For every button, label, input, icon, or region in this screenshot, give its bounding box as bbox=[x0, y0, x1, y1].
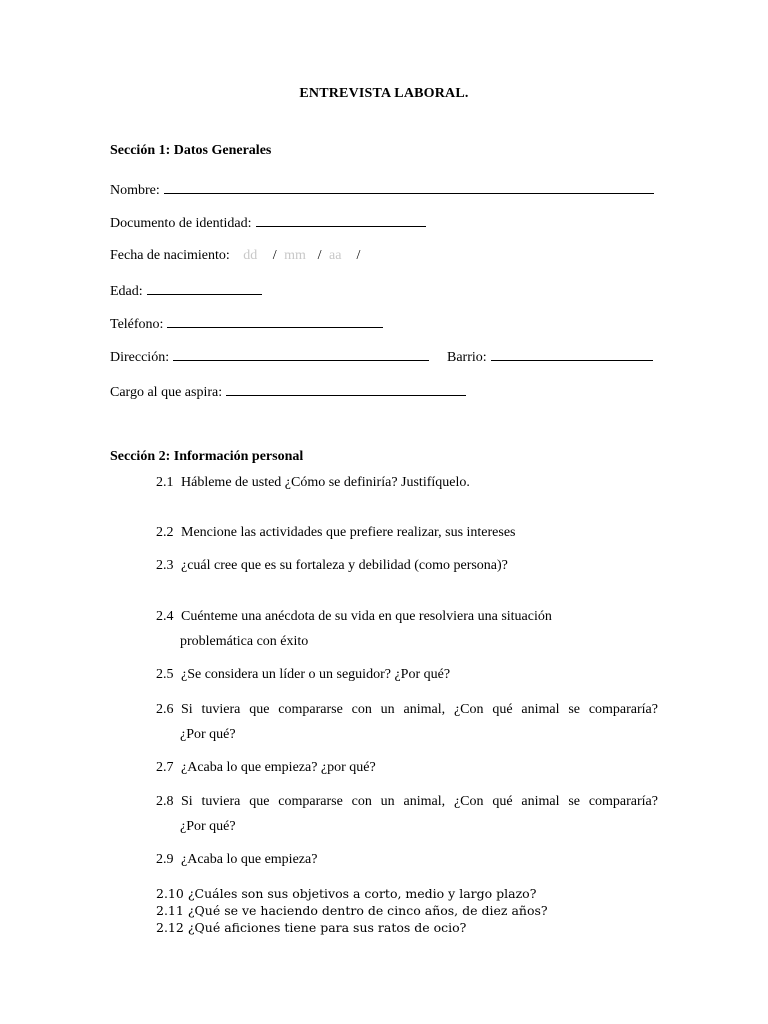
question-number: 2.10 bbox=[156, 886, 184, 901]
documento-field[interactable] bbox=[110, 214, 426, 232]
question-number: 2.1 bbox=[156, 475, 174, 490]
fecha-separator: / bbox=[317, 248, 322, 263]
question-item bbox=[156, 886, 536, 901]
question-text: Si tuviera que compararse con un animal, ¿Con qué animal se compararía? bbox=[181, 794, 658, 809]
question-item bbox=[156, 702, 658, 718]
question-item bbox=[156, 920, 466, 935]
question-continuation: problemática con éxito bbox=[180, 634, 309, 649]
question-number: 2.8 bbox=[156, 794, 174, 809]
question-continuation: ¿Por qué? bbox=[180, 727, 236, 742]
nombre-label: Nombre: bbox=[110, 183, 160, 198]
direccion-label: Dirección: bbox=[110, 350, 170, 365]
question-number: 2.6 bbox=[156, 702, 174, 717]
question-item bbox=[156, 667, 450, 683]
question-number: 2.7 bbox=[156, 760, 174, 775]
edad-label: Edad: bbox=[110, 284, 143, 299]
question-number: 2.12 bbox=[156, 920, 184, 935]
question-text: ¿Qué aficiones tiene para sus ratos de ocio? bbox=[187, 920, 467, 935]
question-item bbox=[156, 760, 376, 776]
question-text: ¿cuál cree que es su fortaleza y debilidad (como persona)? bbox=[181, 558, 508, 573]
question-text: ¿Se considera un líder o un seguidor? ¿Por qué? bbox=[181, 667, 451, 682]
fecha-separator: / bbox=[272, 248, 277, 263]
cargo-line[interactable] bbox=[226, 383, 466, 396]
question-text: Cuénteme una anécdota de su vida en que resolviera una situación bbox=[181, 609, 552, 624]
direccion-field[interactable] bbox=[110, 348, 429, 366]
section-1-heading: Sección 1: Datos Generales bbox=[110, 143, 272, 158]
barrio-field[interactable] bbox=[447, 348, 653, 366]
question-item bbox=[156, 558, 508, 574]
fecha-dd-placeholder[interactable]: dd bbox=[243, 248, 258, 263]
direccion-line[interactable] bbox=[173, 348, 429, 361]
question-text: Mencione las actividades que prefiere realizar, sus intereses bbox=[181, 525, 516, 540]
fecha-label: Fecha de nacimiento: bbox=[110, 248, 230, 263]
section-2-heading: Sección 2: Información personal bbox=[110, 449, 304, 464]
question-number: 2.5 bbox=[156, 667, 174, 682]
barrio-line[interactable] bbox=[491, 348, 653, 361]
barrio-label: Barrio: bbox=[447, 350, 487, 365]
question-text: ¿Acaba lo que empieza? ¿por qué? bbox=[181, 760, 376, 775]
question-number: 2.9 bbox=[156, 852, 174, 867]
telefono-field[interactable] bbox=[110, 315, 383, 333]
fecha-nacimiento-field[interactable] bbox=[110, 248, 360, 264]
question-text: Si tuviera que compararse con un animal, ¿Con qué animal se compararía? bbox=[181, 702, 658, 717]
question-number: 2.2 bbox=[156, 525, 174, 540]
question-text: ¿Cuáles son sus objetivos a corto, medio y largo plazo? bbox=[187, 886, 537, 901]
documento-line[interactable] bbox=[256, 214, 426, 227]
documento-label: Documento de identidad: bbox=[110, 216, 252, 231]
cargo-label: Cargo al que aspira: bbox=[110, 385, 223, 400]
fecha-mm-placeholder[interactable]: mm bbox=[284, 248, 306, 263]
fecha-separator: / bbox=[356, 248, 361, 263]
cargo-field[interactable] bbox=[110, 383, 466, 401]
telefono-label: Teléfono: bbox=[110, 317, 164, 332]
edad-field[interactable] bbox=[110, 282, 262, 300]
document-title: ENTREVISTA LABORAL. bbox=[299, 86, 469, 101]
question-item bbox=[156, 794, 658, 810]
question-item bbox=[156, 475, 470, 491]
nombre-line[interactable] bbox=[164, 181, 654, 194]
question-text: ¿Qué se ve haciendo dentro de cinco años, de diez años? bbox=[187, 903, 548, 918]
nombre-field[interactable] bbox=[110, 181, 654, 199]
telefono-line[interactable] bbox=[167, 315, 383, 328]
question-continuation: ¿Por qué? bbox=[180, 819, 236, 834]
question-item bbox=[156, 609, 552, 625]
question-number: 2.3 bbox=[156, 558, 174, 573]
question-number: 2.11 bbox=[156, 903, 184, 918]
edad-line[interactable] bbox=[147, 282, 262, 295]
question-item bbox=[156, 525, 516, 541]
fecha-aa-placeholder[interactable]: aa bbox=[329, 248, 342, 263]
question-text: Hábleme de usted ¿Cómo se definiría? Justifíquelo. bbox=[181, 475, 470, 490]
question-item bbox=[156, 903, 548, 918]
question-number: 2.4 bbox=[156, 609, 174, 624]
question-text: ¿Acaba lo que empieza? bbox=[181, 852, 318, 867]
question-item bbox=[156, 852, 317, 868]
